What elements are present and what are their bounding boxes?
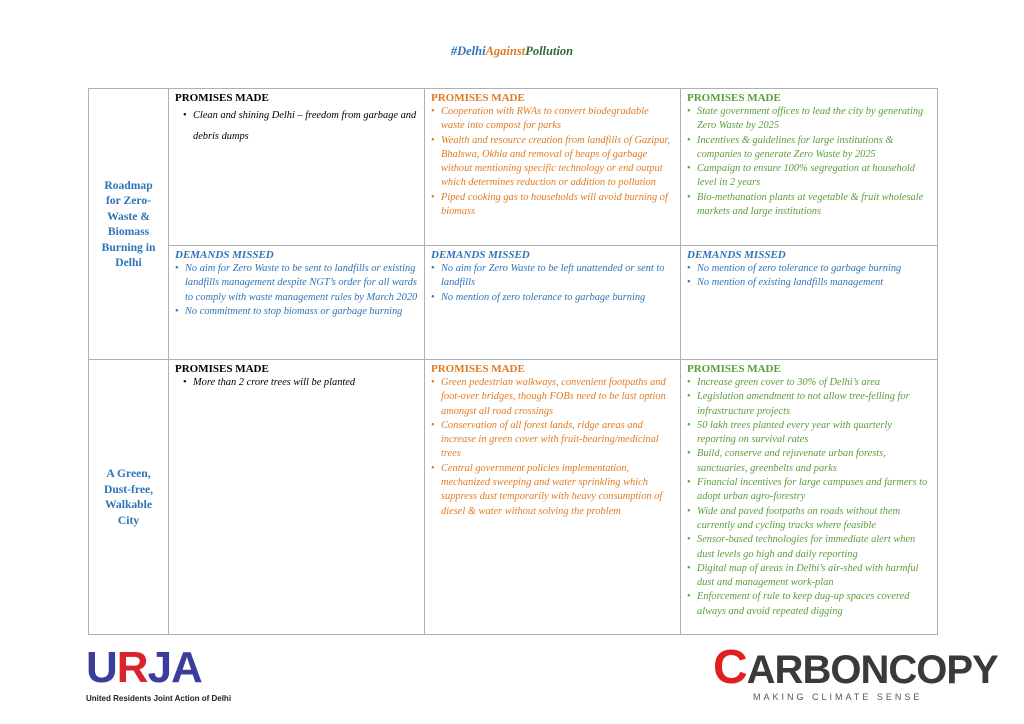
- demand-list: [687, 262, 931, 291]
- list-item: • Central government policies implementation, mechanized sweeping and water sprinkling which suppress dust temporarily with heavy consumption of diesel & water without solving the problem: [431, 462, 674, 519]
- list-item: • Increase green cover to 30% of Delhi’s area: [687, 376, 931, 390]
- list-item: • No aim for Zero Waste to be sent to landfills or existing landfills management despite NGT’s order for all wards to comply with waste management rules by March 2020: [175, 262, 418, 305]
- urja-letter: J: [147, 643, 172, 692]
- list-item: • State government offices to lead the city by generating Zero Waste by 2025: [687, 105, 931, 134]
- cell-demands: [425, 246, 681, 360]
- list-item: • No commitment to stop biomass or garbage burning: [175, 305, 418, 319]
- cell-heading: DEMANDS MISSED: [175, 249, 274, 261]
- list-item: • Enforcement of rule to keep dug-up spaces covered always and avoid repeated digging: [687, 590, 931, 619]
- table-row: [89, 360, 938, 635]
- list-item: • Green pedestrian walkways, convenient footpaths and foot-over bridges, though FOBs need to be last option amongst all road crossings: [431, 376, 674, 419]
- cell-heading: PROMISES MADE: [687, 92, 781, 104]
- hashtag-part-delhi: #Delhi: [450, 44, 486, 58]
- list-item: • Campaign to ensure 100% segregation at household level in 2 years: [687, 162, 931, 191]
- urja-letter: A: [171, 643, 202, 692]
- cell-heading: DEMANDS MISSED: [687, 249, 786, 261]
- demand-list: [175, 262, 418, 319]
- cell-heading: PROMISES MADE: [175, 92, 269, 104]
- list-item: • Conservation of all forest lands, ridge areas and increase in green cover with fruit-bearing/medicinal trees: [431, 419, 674, 462]
- table-row: [89, 246, 938, 360]
- row-title-green-city: A Green, Dust-free, Walkable City: [89, 360, 169, 635]
- urja-wordmark: [86, 643, 250, 692]
- list-item: • Wide and paved footpaths on roads without them currently and cycling tracks where feasible: [687, 505, 931, 534]
- hashtag-title: [0, 44, 1024, 59]
- carboncopy-tagline: MAKING CLIMATE SENSE: [753, 692, 923, 702]
- list-item: • Sensor-based technologies for immediate alert when dust levels go high and daily reporting: [687, 533, 931, 562]
- promise-list: [431, 376, 674, 519]
- list-item: • No mention of zero tolerance to garbage burning: [687, 262, 931, 276]
- cell-promises: [169, 360, 425, 635]
- list-item: • No mention of existing landfills management: [687, 276, 931, 290]
- promise-list: [175, 376, 418, 390]
- promises-table: [88, 88, 938, 635]
- cell-promises: [169, 89, 425, 246]
- hashtag-part-pollution: Pollution: [525, 44, 574, 58]
- carboncopy-rest: ARBONCOPY: [746, 648, 998, 692]
- list-item: • Wealth and resource creation from landfills of Gazipur, Bhalswa, Okhla and removal of heaps of garbage without mentioning specific technology or end output which determines reduction or addition to pollution: [431, 134, 674, 191]
- promise-list: [687, 376, 931, 619]
- list-item: • Incentives & guidelines for large institutions & companies to generate Zero Waste by 2025: [687, 134, 931, 163]
- hashtag-part-against: Against: [485, 44, 526, 58]
- row-title-zero-waste: Roadmap for Zero-Waste & Biomass Burning in Delhi: [89, 89, 169, 360]
- list-item: • No aim for Zero Waste to be left unattended or sent to landfills: [431, 262, 674, 291]
- urja-subtitle: United Residents Joint Action of Delhi: [86, 694, 232, 703]
- carboncopy-logo: [713, 641, 998, 706]
- table-row: [89, 89, 938, 246]
- cell-heading: PROMISES MADE: [687, 363, 781, 375]
- promise-list: [175, 105, 418, 147]
- cell-heading: PROMISES MADE: [175, 363, 269, 375]
- carboncopy-wordmark: [713, 641, 998, 694]
- cell-promises: [425, 89, 681, 246]
- list-item: • Digital map of areas in Delhi’s air-shed with harmful dust and management work-plan: [687, 562, 931, 591]
- list-item: • Bio-methanation plants at vegetable & fruit wholesale markets and large institutions: [687, 191, 931, 220]
- list-item: • More than 2 crore trees will be planted: [175, 376, 418, 390]
- cell-heading: PROMISES MADE: [431, 363, 525, 375]
- promise-list: [687, 105, 931, 219]
- cell-heading: DEMANDS MISSED: [431, 249, 530, 261]
- promise-list: [431, 105, 674, 219]
- cell-heading: PROMISES MADE: [431, 92, 525, 104]
- list-item: • Build, conserve and rejuvenate urban forests, sanctuaries, greenbelts and parks: [687, 447, 931, 476]
- list-item: • Clean and shining Delhi – freedom from garbage and debris dumps: [175, 105, 418, 147]
- cell-demands: [681, 246, 938, 360]
- list-item: • 50 lakh trees planted every year with quarterly reporting on survival rates: [687, 419, 931, 448]
- cell-promises: [425, 360, 681, 635]
- list-item: • Piped cooking gas to households will avoid burning of biomass: [431, 191, 674, 220]
- list-item: • Cooperation with RWAs to convert biodegradable waste into compost for parks: [431, 105, 674, 134]
- urja-logo: [86, 643, 250, 706]
- cell-demands: [169, 246, 425, 360]
- cell-promises: [681, 89, 938, 246]
- cell-promises: [681, 360, 938, 635]
- carboncopy-initial: C: [713, 641, 747, 694]
- list-item: • Legislation amendment to not allow tree-felling for infrastructure projects: [687, 390, 931, 419]
- urja-letter: U: [86, 643, 117, 692]
- list-item: • Financial incentives for large campuses and farmers to adopt urban agro-forestry: [687, 476, 931, 505]
- list-item: • No mention of zero tolerance to garbage burning: [431, 291, 674, 305]
- demand-list: [431, 262, 674, 305]
- urja-letter: R: [116, 643, 148, 692]
